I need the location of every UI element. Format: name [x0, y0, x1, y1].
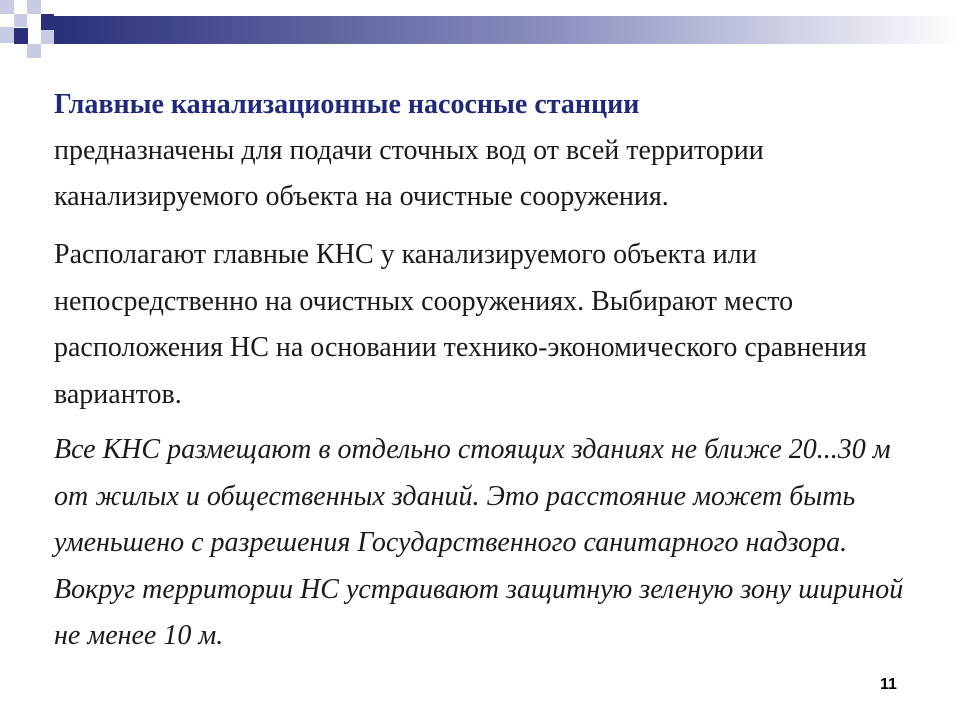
deco-square: [14, 14, 27, 27]
deco-square: [27, 0, 41, 14]
deco-square: [0, 27, 14, 43]
paragraph-main-stations-text: предназначены для подачи сточных вод от всей территории канализируемого объекта на очистные сооружения.: [54, 135, 764, 212]
paragraph-placement-rules: Все КНС размещают в отдельно стоящих зданиях не ближе 20...30 м от жилых и общественных зданий. Это расстояние может быть уменьшено с разрешения Государственного санитарного надзора. Вокруг территории НС устраивают защитную зеленую зону шириной не менее 10 м.: [54, 434, 904, 651]
slide-body: [54, 82, 914, 660]
heading-main-stations: Главные канализационные насосные станции: [54, 89, 640, 120]
paragraph-location: Располагают главные КНС у канализируемого объекта или непосредственно на очистных сооружениях. Выбирают место расположения НС на основании технико-экономического сравнения вариантов.: [54, 239, 867, 410]
deco-square: [14, 28, 28, 44]
page-number: 11: [880, 676, 897, 693]
deco-square: [27, 44, 41, 58]
header-decoration: [0, 0, 960, 60]
paragraph-main-stations: [54, 82, 914, 220]
deco-square: [41, 14, 54, 30]
deco-square: [0, 0, 14, 14]
deco-square: [41, 30, 54, 44]
header-gradient-bar: [54, 16, 960, 44]
